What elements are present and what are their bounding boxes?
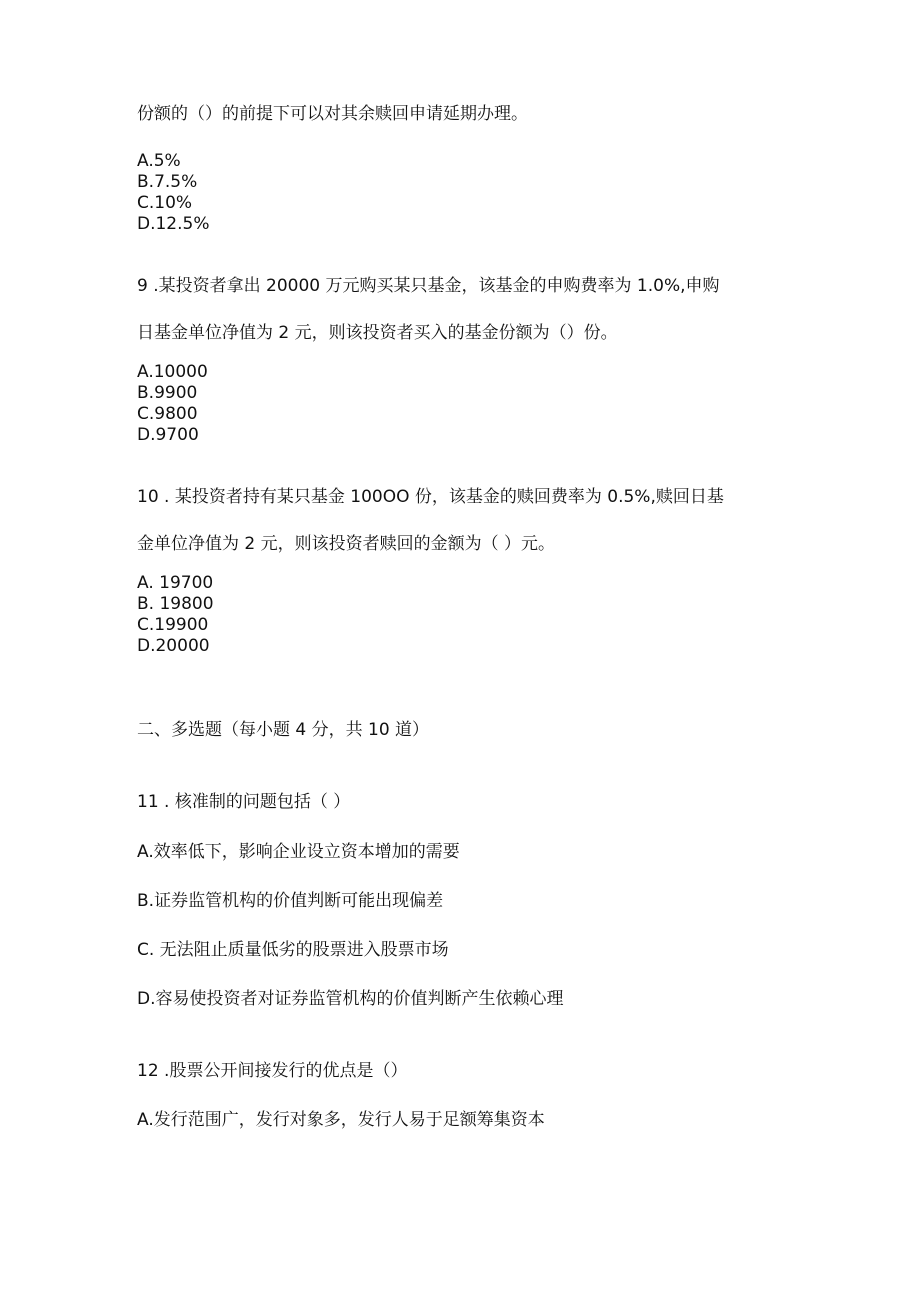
section-2-title: 二、多选题（每小题 4 分，共 10 道） [137, 720, 430, 740]
q10-option-c: C.19900 [137, 615, 209, 635]
q9-option-b: B.9900 [137, 383, 198, 403]
q8-option-d: D.12.5% [137, 214, 210, 234]
q8-option-b: B.7.5% [137, 172, 198, 192]
q11-option-d: D.容易使投资者对证券监管机构的价值判断产生依赖心理 [137, 989, 564, 1009]
q11-option-c: C. 无法阻止质量低劣的股票进入股票市场 [137, 940, 449, 960]
q8-stem-tail: 份额的（）的前提下可以对其余赎回申请延期办理。 [137, 104, 528, 124]
q9-option-a: A.10000 [137, 362, 208, 382]
q10-stem-line1: 10 . 某投资者持有某只基金 100OO 份，该基金的赎回费率为 0.5%,赎回日基 [137, 487, 724, 507]
q10-option-b: B. 19800 [137, 594, 214, 614]
q9-option-c: C.9800 [137, 404, 198, 424]
q12-option-a: A.发行范围广，发行对象多，发行人易于足额筹集资本 [137, 1110, 545, 1130]
q10-stem-line2: 金单位净值为 2 元，则该投资者赎回的金额为（ ）元。 [137, 534, 556, 554]
q8-option-c: C.10% [137, 193, 193, 213]
q11-option-a: A.效率低下，影响企业设立资本增加的需要 [137, 842, 460, 862]
q9-stem-line1: 9 .某投资者拿出 20000 万元购买某只基金，该基金的申购费率为 1.0%,申购 [137, 276, 720, 296]
q9-stem-line2: 日基金单位净值为 2 元，则该投资者买入的基金份额为（）份。 [137, 323, 618, 343]
q12-stem: 12 .股票公开间接发行的优点是（） [137, 1061, 408, 1081]
q8-option-a: A.5% [137, 151, 181, 171]
q9-option-d: D.9700 [137, 425, 199, 445]
q10-option-d: D.20000 [137, 636, 210, 656]
q11-stem: 11 . 核准制的问题包括（ ） [137, 792, 351, 812]
q11-option-b: B.证券监管机构的价值判断可能出现偏差 [137, 891, 444, 911]
q10-option-a: A. 19700 [137, 573, 214, 593]
